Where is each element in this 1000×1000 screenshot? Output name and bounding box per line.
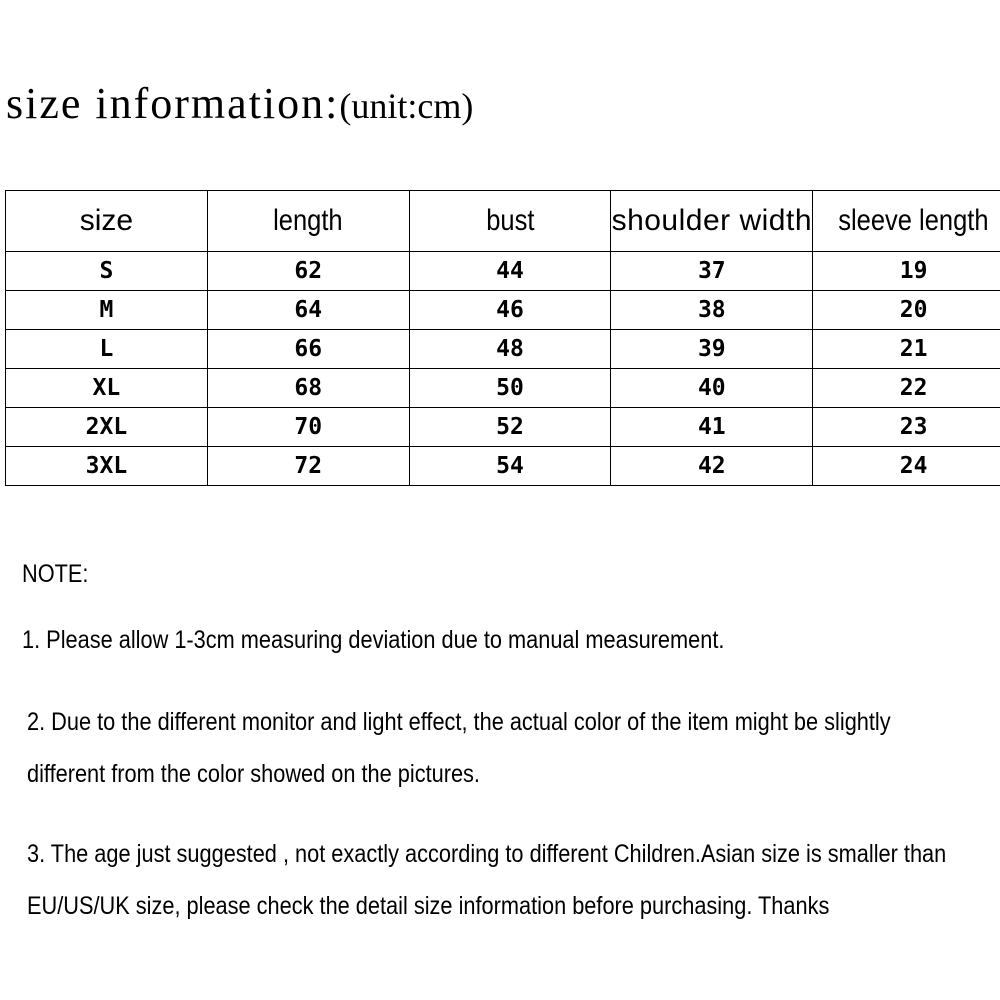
note-2-line-1: 2. Due to the different monitor and light effect, the actual color of the item might be slightly (27, 708, 891, 736)
header-size: size (6, 191, 208, 252)
header-length (207, 191, 409, 252)
title-unit: (unit:cm) (339, 86, 474, 126)
cell-sleeve-length: 20 (813, 291, 1000, 330)
cell-length: 70 (207, 408, 409, 447)
notes-heading: NOTE: (22, 560, 89, 588)
cell-bust: 50 (409, 369, 611, 408)
page-title (6, 78, 473, 129)
table-row (6, 330, 1000, 369)
cell-size: XL (6, 369, 208, 408)
cell-shoulder-width: 37 (611, 252, 813, 291)
cell-shoulder-width: 41 (611, 408, 813, 447)
header-sleeve-length (813, 191, 1000, 252)
cell-shoulder-width: 39 (611, 330, 813, 369)
cell-shoulder-width: 42 (611, 447, 813, 486)
cell-size: M (6, 291, 208, 330)
table-row (6, 291, 1000, 330)
cell-shoulder-width: 38 (611, 291, 813, 330)
note-3-line-1: 3. The age just suggested , not exactly according to different Children.Asian size is smaller than (27, 840, 947, 868)
table-row (6, 447, 1000, 486)
title-text: size information: (6, 79, 340, 128)
table-header-row (6, 191, 1000, 252)
table-row (6, 369, 1000, 408)
cell-length: 68 (207, 369, 409, 408)
header-shoulder-width: shoulder width (611, 191, 813, 252)
cell-sleeve-length: 19 (813, 252, 1000, 291)
note-1: 1. Please allow 1-3cm measuring deviation due to manual measurement. (22, 626, 725, 654)
cell-length: 72 (207, 447, 409, 486)
cell-sleeve-length: 23 (813, 408, 1000, 447)
cell-sleeve-length: 22 (813, 369, 1000, 408)
cell-shoulder-width: 40 (611, 369, 813, 408)
table-row (6, 252, 1000, 291)
header-bust-label: bust (485, 204, 535, 237)
cell-bust: 52 (409, 408, 611, 447)
cell-sleeve-length: 21 (813, 330, 1000, 369)
cell-bust: 46 (409, 291, 611, 330)
cell-length: 64 (207, 291, 409, 330)
cell-bust: 44 (409, 252, 611, 291)
cell-sleeve-length: 24 (813, 447, 1000, 486)
header-bust (409, 191, 611, 252)
cell-bust: 54 (409, 447, 611, 486)
note-3-line-2: EU/US/UK size, please check the detail size information before purchasing. Thanks (27, 892, 830, 920)
cell-size: L (6, 330, 208, 369)
cell-size: S (6, 252, 208, 291)
cell-size: 2XL (6, 408, 208, 447)
cell-size: 3XL (6, 447, 208, 486)
size-table (5, 190, 1000, 486)
header-length-label: length (273, 204, 343, 237)
note-2-line-2: different from the color showed on the pictures. (27, 760, 480, 788)
table-row (6, 408, 1000, 447)
cell-length: 62 (207, 252, 409, 291)
cell-bust: 48 (409, 330, 611, 369)
header-sleeve-length-label: sleeve length (838, 204, 989, 237)
cell-length: 66 (207, 330, 409, 369)
